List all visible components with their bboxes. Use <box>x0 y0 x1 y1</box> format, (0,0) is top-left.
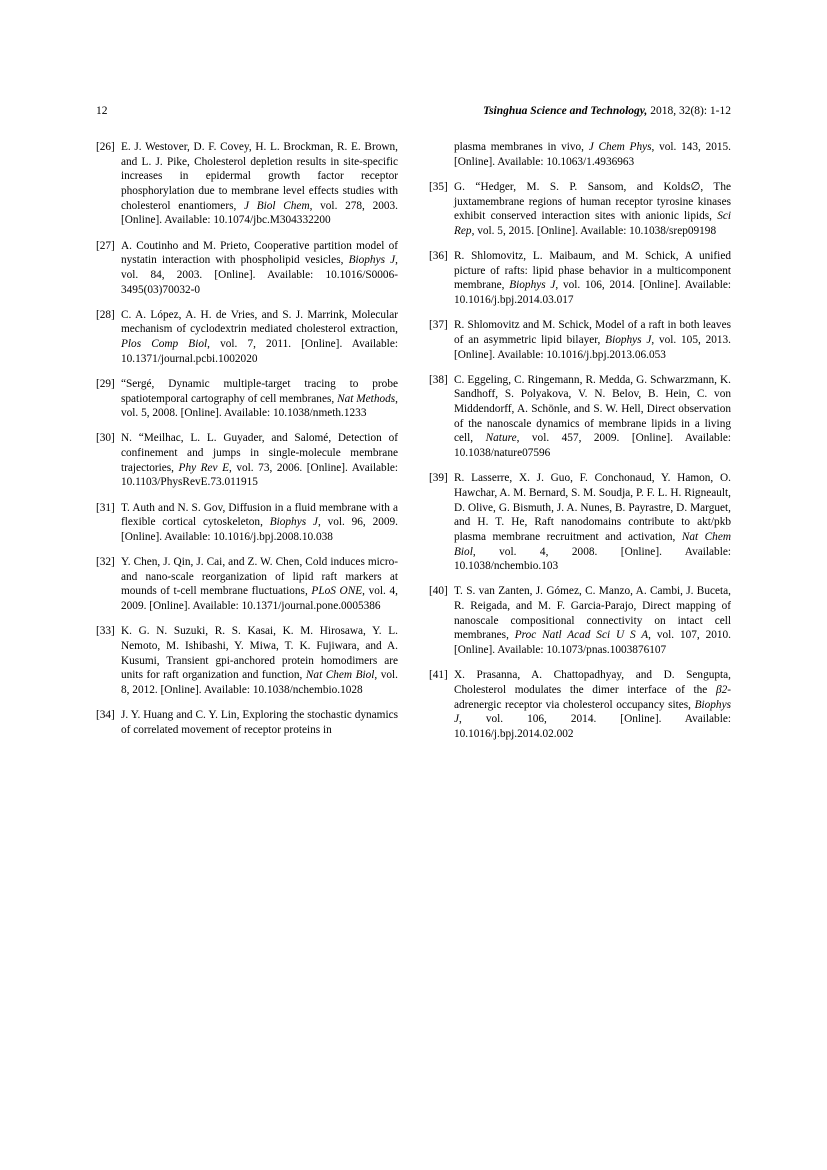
reference-entry <box>429 180 731 239</box>
reference-text <box>121 708 398 737</box>
reference-source-italic: Phy Rev E <box>178 461 230 474</box>
reference-text <box>454 584 731 657</box>
reference-entry <box>429 471 731 574</box>
reference-text-run: , vol. 5, 2015. [Online]. Available: 10.1038/srep09198 <box>471 224 717 237</box>
reference-entry <box>96 501 398 545</box>
reference-source-italic: Biophys J <box>509 279 556 292</box>
reference-source-italic: Plos Comp Biol <box>121 338 208 351</box>
reference-text-run: , vol. 5, 2008. [Online]. Available: 10.1038/nmeth.1233 <box>121 392 398 420</box>
reference-number: [30] <box>96 432 115 445</box>
reference-text-run: adrenergic receptor via cholesterol occupancy sites, <box>454 698 695 711</box>
reference-text <box>454 318 731 362</box>
reference-text <box>454 180 731 239</box>
journal-issue: 2018, 32(8): 1-12 <box>647 105 731 117</box>
reference-text-run: , vol. 106, 2014. [Online]. Available: 10.1016/j.bpj.2014.03.017 <box>454 279 732 307</box>
journal-name: Tsinghua Science and Technology, <box>483 105 648 117</box>
reference-text <box>454 373 731 461</box>
reference-text-run: N. “Meilhac, L. L. Guyader, and Salomé, Detection of confinement and jumps in single-molecule membrane trajectories, <box>121 432 398 474</box>
reference-columns <box>96 140 731 752</box>
reference-number: [29] <box>96 377 115 390</box>
reference-text-run: , vol. 73, 2006. [Online]. Available: 10.1103/PhysRevE.73.011915 <box>121 461 398 489</box>
reference-text-run: , vol. 7, 2011. [Online]. Available: 10.1371/journal.pcbi.1002020 <box>121 338 398 365</box>
reference-text-run: J. Y. Huang and C. Y. Lin, Exploring the stochastic dynamics of correlated movement of receptor proteins in <box>121 709 398 736</box>
reference-text <box>121 140 398 228</box>
reference-text <box>121 431 398 490</box>
running-title <box>483 105 731 117</box>
reference-text-run: T. S. van Zanten, J. Gómez, C. Manzo, A. Cambi, J. Buceta, R. Reigada, and M. F. Garcia-Parajo, Direct mapping of nanoscale compositional connectivity on intact cell membranes, <box>454 585 731 642</box>
reference-entry <box>96 431 398 490</box>
reference-text-run: X. Prasanna, A. Chattopadhyay, and D. Sengupta, Cholesterol modulates the dimer interface of the <box>454 669 731 696</box>
page-header <box>96 105 731 121</box>
reference-text-run: plasma membranes in vivo, <box>454 141 589 153</box>
reference-number: [31] <box>96 501 115 514</box>
reference-text-run: G. “Hedger, M. S. P. Sansom, and Kolds∅, The juxtamembrane regions of human receptor tyrosine kinases exhibit conserved interaction sites with anionic lipids, <box>454 180 731 223</box>
reference-entry <box>429 249 731 308</box>
reference-number: [38] <box>429 373 448 386</box>
reference-text <box>454 668 731 741</box>
reference-entry <box>429 318 731 362</box>
reference-entry <box>96 140 398 228</box>
reference-source-italic: Nat Chem Biol <box>305 669 375 682</box>
reference-entry <box>96 377 398 421</box>
reference-entry <box>429 140 731 169</box>
reference-text-run: R. Lasserre, X. J. Guo, F. Conchonaud, Y. Hamon, O. Hawchar, A. M. Bernard, S. M. Soudja, P. F. L. H. Rigneault, D. Olive, G. Bismuth, J. A. Nunes, B. Payrastre, D. Marguet, and H. T. He, Raft nanodomains contribute to akt/pkb plasma membrane recruitment and activation, <box>454 472 731 543</box>
reference-entry <box>96 555 398 614</box>
reference-number <box>429 140 454 169</box>
reference-number: [41] <box>429 669 448 682</box>
reference-source-italic: Sci Rep <box>454 210 731 237</box>
reference-entry <box>96 708 398 737</box>
reference-entry <box>96 624 398 697</box>
reference-text-run: C. A. López, A. H. de Vries, and S. J. Marrink, Molecular mechanism of cyclodextrin mediated cholesterol extraction, <box>121 308 398 336</box>
reference-text-run: , vol. 105, 2013. [Online]. Available: 10.1016/j.bpj.2013.06.053 <box>454 333 732 361</box>
reference-text <box>454 140 731 169</box>
reference-number: [27] <box>96 239 115 252</box>
reference-source-italic: J Biol Chem <box>244 199 310 212</box>
reference-text-run: , vol. 84, 2003. [Online]. Available: 10.1016/S0006-3495(03)70032-0 <box>121 254 398 296</box>
reference-text-run: Y. Chen, J. Qin, J. Cai, and Z. W. Chen, Cold induces micro- and nano-scale reorganization of lipid raft markers at mounds of t-cell membrane fluctuations, <box>121 556 398 598</box>
reference-text-run: , vol. 106, 2014. [Online]. Available: 10.1016/j.bpj.2014.02.002 <box>454 713 731 741</box>
reference-number: [37] <box>429 319 448 332</box>
reference-text-run: “Sergé, Dynamic multiple-target tracing to probe spatiotemporal cartography of cell membranes, <box>121 377 398 405</box>
reference-text-run: , vol. 457, 2009. [Online]. Available: 10.1038/nature07596 <box>454 432 731 460</box>
reference-text-run: , vol. 278, 2003. [Online]. Available: 10.1074/jbc.M304332200 <box>121 199 398 227</box>
reference-source-italic: Proc Natl Acad Sci U S A <box>514 629 649 642</box>
reference-text <box>454 471 731 574</box>
reference-source-italic: Nat Methods <box>337 392 396 405</box>
reference-text-run: R. Shlomovitz, L. Maibaum, and M. Schick, A unified picture of rafts: lipid phase behavior in a multicomponent membrane, <box>454 250 731 292</box>
reference-source-italic: Nat Chem Biol <box>454 530 731 558</box>
reference-text <box>121 377 398 421</box>
reference-text <box>121 624 398 697</box>
reference-entry <box>429 584 731 657</box>
reference-entry <box>96 308 398 367</box>
reference-text-run: A. Coutinho and M. Prieto, Cooperative partition model of nystatin interaction with phospholipid vesicles, <box>121 239 398 267</box>
reference-text-run: , vol. 4, 2008. [Online]. Available: 10.1038/nchembio.103 <box>454 545 731 573</box>
reference-source-italic: Biophys J <box>348 254 396 267</box>
column-right <box>429 140 731 752</box>
reference-text-run: , vol. 4, 2009. [Online]. Available: 10.1371/journal.pone.0005386 <box>121 585 398 613</box>
reference-text-run: , vol. 107, 2010. [Online]. Available: 10.1073/pnas.1003876107 <box>454 629 731 657</box>
reference-number: [33] <box>96 625 115 638</box>
reference-source-italic: Biophys J <box>269 516 318 529</box>
reference-number: [39] <box>429 472 448 485</box>
reference-text-run: , vol. 143, 2015. [Online]. Available: 10.1063/1.4936963 <box>454 141 732 168</box>
reference-number: [35] <box>429 180 448 193</box>
reference-number: [28] <box>96 308 115 321</box>
reference-number: [32] <box>96 556 115 569</box>
reference-text-run: , vol. 96, 2009. [Online]. Available: 10.1016/j.bpj.2008.10.038 <box>121 516 398 543</box>
reference-number: [26] <box>96 141 115 153</box>
reference-text <box>121 308 398 367</box>
reference-source-italic: Nature <box>485 432 517 445</box>
reference-text <box>121 239 398 298</box>
reference-text <box>121 501 398 545</box>
reference-number: [40] <box>429 585 448 598</box>
reference-text-run: , vol. 8, 2012. [Online]. Available: 10.1038/nchembio.1028 <box>121 669 398 696</box>
reference-text-run: T. Auth and N. S. Gov, Diffusion in a fluid membrane with a flexible cortical cytoskeleton, <box>121 501 398 529</box>
reference-entry <box>96 239 398 298</box>
reference-text-run: C. Eggeling, C. Ringemann, R. Medda, G. Schwarzmann, K. Sandhoff, S. Polyakova, V. N. Belov, B. Hein, C. von Middendorff, A. Schönle, and S. W. Hell, Direct observation of the nanoscale dynamics of membrane lipids in a living cell, <box>454 373 731 445</box>
reference-text-run: R. Shlomovitz and M. Schick, Model of a raft in both leaves of an asymmetric lipid bilayer, <box>454 319 731 346</box>
reference-text <box>454 249 731 308</box>
reference-source-italic: J Chem Phys <box>588 141 652 153</box>
reference-number: [36] <box>429 250 448 263</box>
reference-entry <box>429 668 731 741</box>
page-number: 12 <box>96 105 108 117</box>
reference-entry <box>429 373 731 461</box>
reference-source-italic: β2- <box>715 684 731 696</box>
reference-source-italic: PLoS ONE <box>311 585 363 598</box>
reference-source-italic: Biophys J <box>454 698 731 726</box>
reference-source-italic: Biophys J <box>605 333 652 346</box>
reference-text-run: K. G. N. Suzuki, R. S. Kasai, K. M. Hirosawa, Y. L. Nemoto, M. Ishibashi, Y. Miwa, T. K. Fujiwara, and A. Kusumi, Transient gpi-anchored protein homodimers are units for raft organization and function, <box>121 625 398 682</box>
reference-text-run: E. J. Westover, D. F. Covey, H. L. Brockman, R. E. Brown, and L. J. Pike, Cholesterol depletion results in site-specific increases in epidermal growth factor receptor phosphorylation due to membrane level effects studies with cholesterol enantiomers, <box>121 141 398 212</box>
column-left <box>96 140 398 752</box>
reference-text <box>121 555 398 614</box>
reference-number: [34] <box>96 709 115 722</box>
